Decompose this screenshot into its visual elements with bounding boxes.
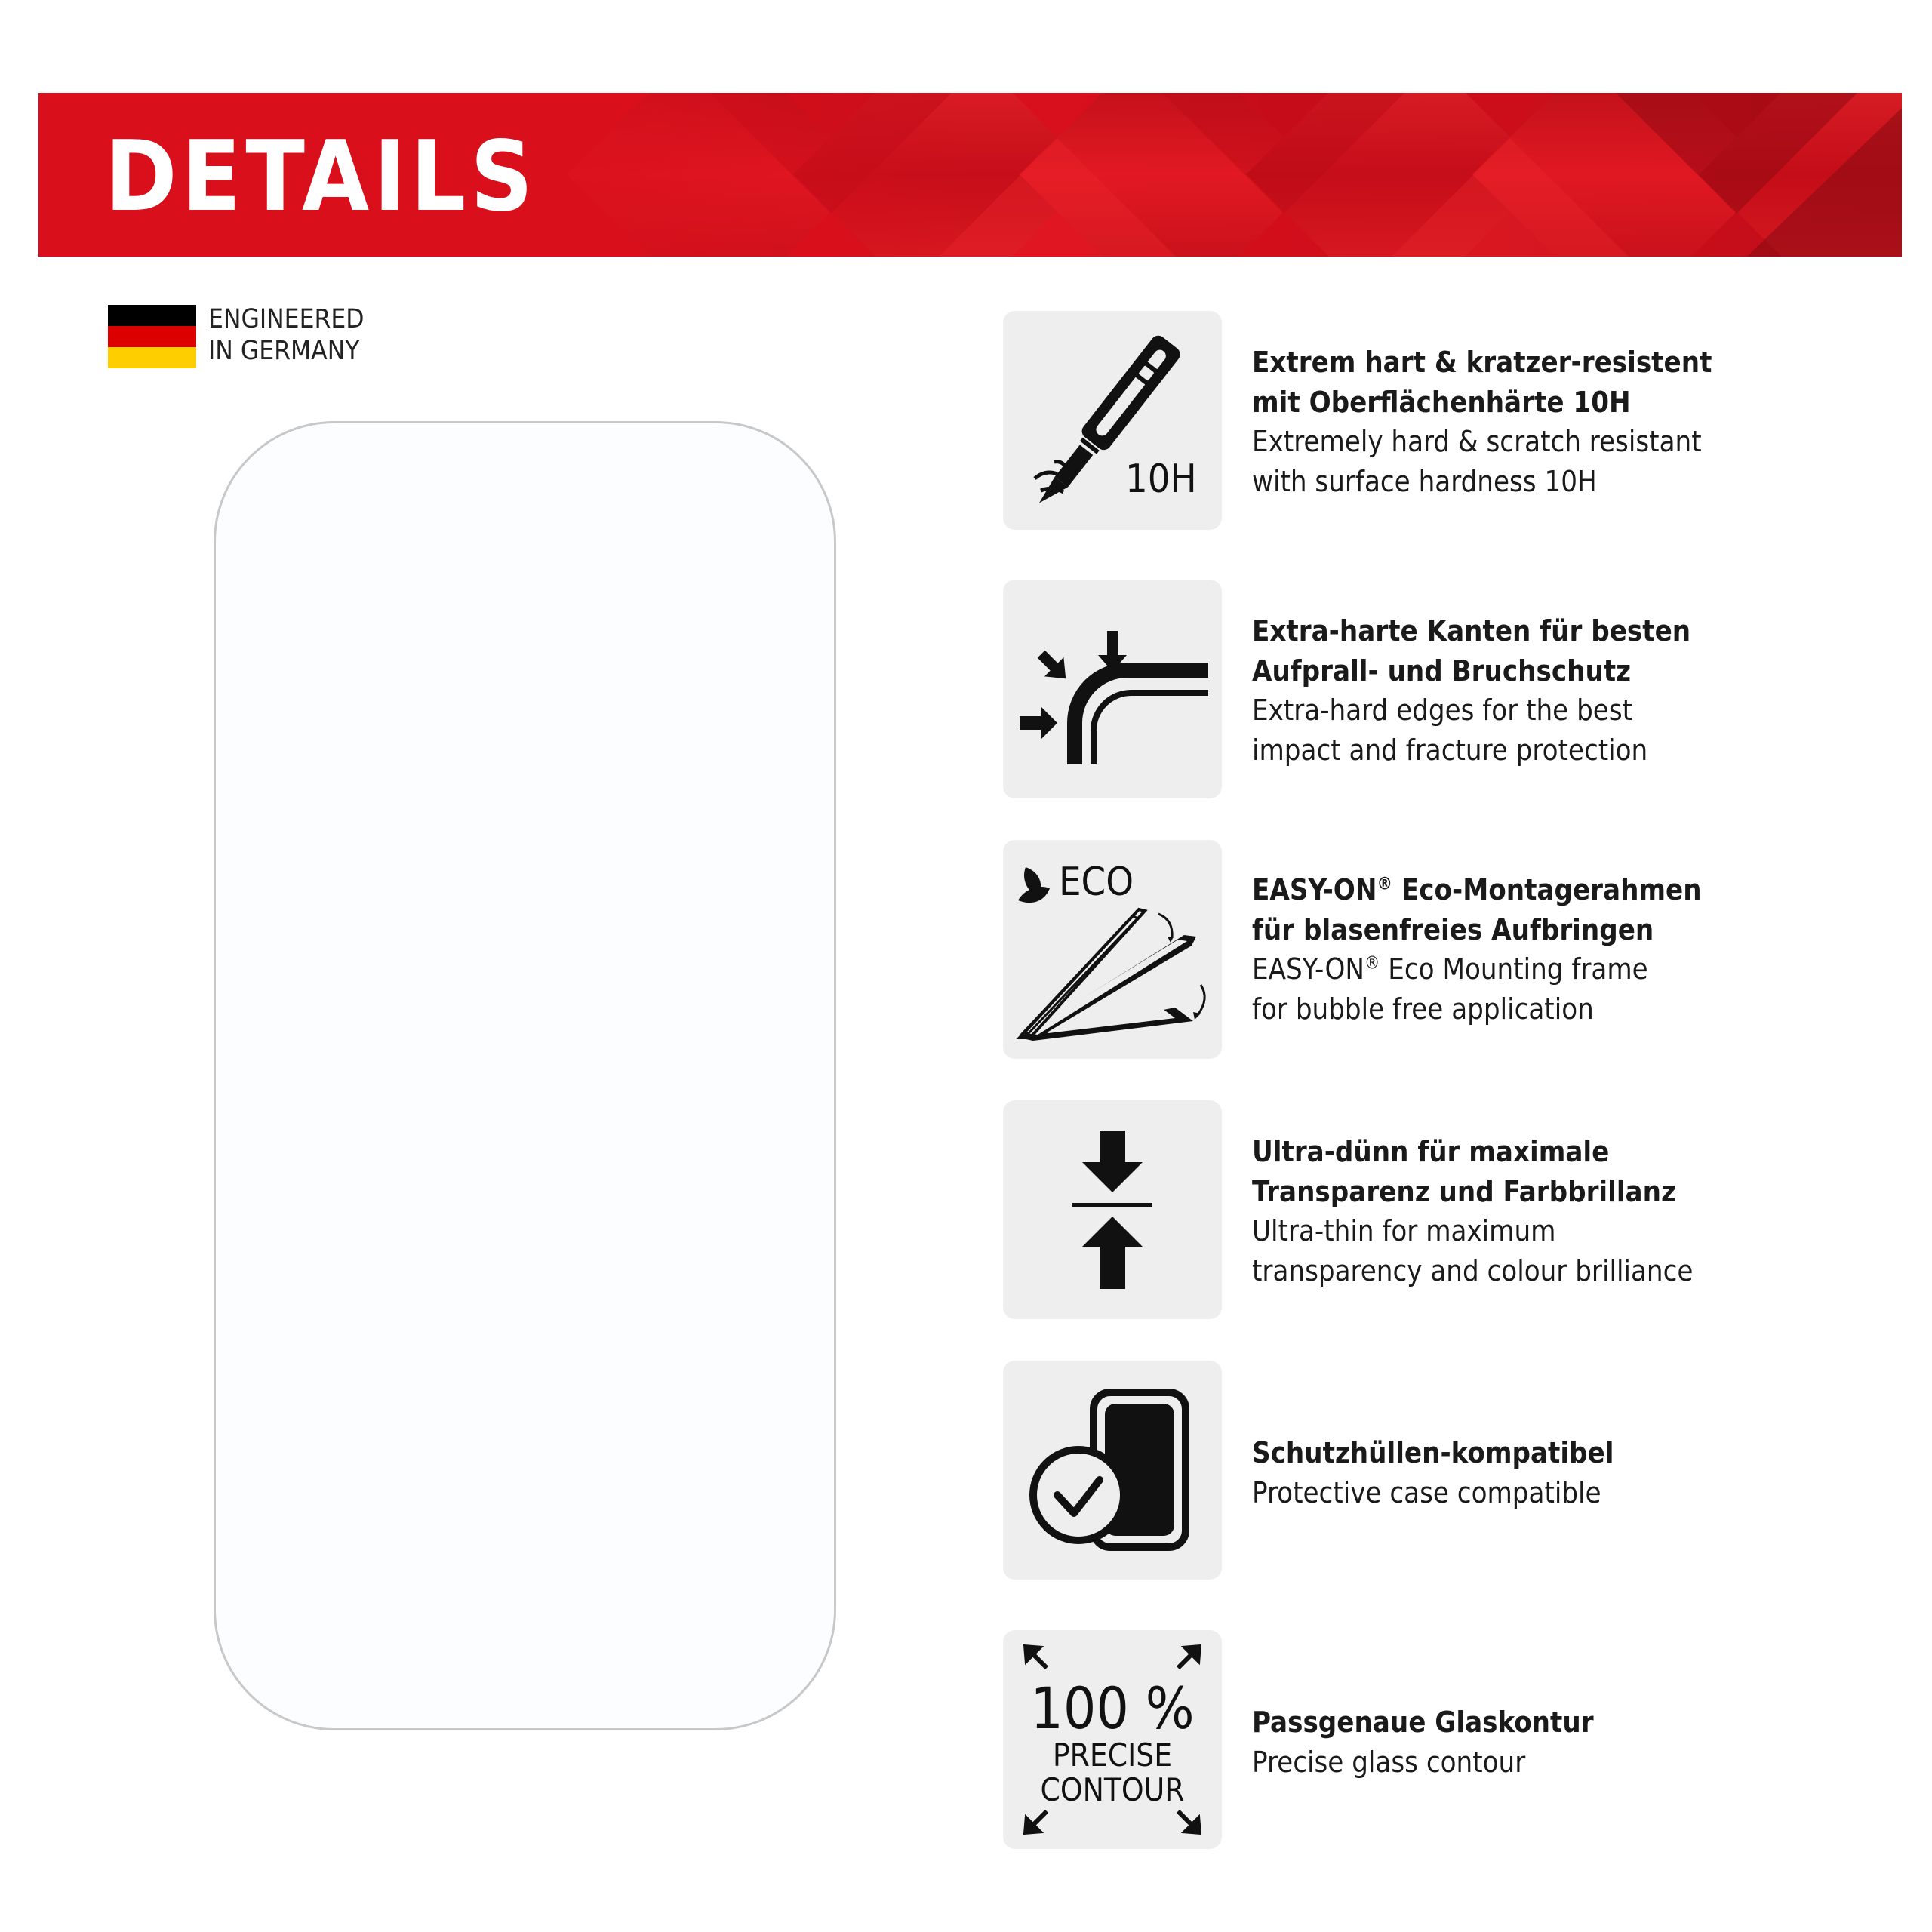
- precise-contour-icon: [1003, 1630, 1222, 1849]
- german-flag-icon: [108, 305, 196, 368]
- origin-label: [208, 303, 435, 367]
- ultra-thin-icon-box: [1003, 1100, 1222, 1319]
- eco-mounting-rest-en: Eco Mounting frame: [1380, 952, 1648, 986]
- hardness-label: 10H: [1125, 457, 1197, 502]
- registered-mark-en: ®: [1364, 953, 1380, 974]
- eco-mounting-rest-de: Eco-Montagerahmen: [1392, 873, 1702, 906]
- feature-precise-contour-title-en: Precise glass contour: [1252, 1745, 1526, 1779]
- leaf-icon: [1018, 867, 1050, 903]
- screen-protector-glass-outline: [214, 421, 836, 1730]
- case-compatible-icon: [1003, 1361, 1222, 1580]
- feature-ultra-thin: [1003, 1100, 1909, 1319]
- feature-case-compatible: [1003, 1361, 1909, 1580]
- eco-mounting-line2-en: for bubble free application: [1252, 992, 1594, 1026]
- eco-mounting-line2-de: für blasenfreies Aufbringen: [1252, 912, 1654, 946]
- feature-ultra-thin-text: [1252, 1132, 1931, 1291]
- flag-stripe-black: [108, 305, 196, 326]
- feature-hard-edges: [1003, 580, 1909, 798]
- eco-label: ECO: [1059, 860, 1134, 905]
- case-compatible-icon-box: [1003, 1361, 1222, 1580]
- feature-hardness-text: [1252, 343, 1931, 501]
- registered-mark-de: ®: [1377, 874, 1392, 894]
- eco-mounting-frame-icon-box: [1003, 840, 1222, 1059]
- eco-mounting-frame-icon: [1003, 840, 1222, 1059]
- feature-eco-mounting: [1003, 840, 1909, 1059]
- ultra-thin-icon: [1003, 1100, 1222, 1319]
- flag-stripe-gold: [108, 347, 196, 368]
- feature-hardness: [1003, 311, 1909, 530]
- hard-edges-icon: [1003, 580, 1222, 798]
- feature-eco-mounting-text: [1252, 870, 1931, 1029]
- origin-line-2: IN GERMANY: [208, 336, 360, 366]
- cutter-knife-icon: [1003, 311, 1222, 530]
- feature-case-compatible-title-en: Protective case compatible: [1252, 1475, 1601, 1509]
- easy-on-brand-de: EASY-ON: [1252, 873, 1377, 906]
- feature-ultra-thin-title-de: Ultra-dünn für maximale Transparenz und Farbbrillanz: [1252, 1135, 1676, 1208]
- cutter-knife-icon-box: [1003, 311, 1222, 530]
- precise-contour-icon-box: [1003, 1630, 1222, 1849]
- precise-percent-label: 100 %: [1030, 1675, 1195, 1742]
- precise-label: PRECISE: [1052, 1737, 1173, 1774]
- page-title: DETAILS: [105, 121, 538, 233]
- feature-eco-mounting-title-de: [1252, 870, 1931, 949]
- easy-on-brand-en: EASY-ON: [1252, 952, 1364, 986]
- feature-hardness-title-en: Extremely hard & scratch resistant with surface hardness 10H: [1252, 425, 1702, 498]
- feature-hard-edges-title-en: Extra-hard edges for the best impact and fracture protection: [1252, 694, 1648, 767]
- feature-case-compatible-text: [1252, 1433, 1931, 1512]
- contour-label: CONTOUR: [1040, 1771, 1185, 1808]
- feature-eco-mounting-title-en: [1252, 949, 1931, 1029]
- feature-hard-edges-text: [1252, 611, 1931, 770]
- feature-case-compatible-title-de: Schutzhüllen-kompatibel: [1252, 1436, 1614, 1469]
- feature-ultra-thin-title-en: Ultra-thin for maximum transparency and colour brilliance: [1252, 1214, 1694, 1287]
- feature-precise-contour-text: [1252, 1703, 1931, 1782]
- hard-edges-icon-box: [1003, 580, 1222, 798]
- feature-hard-edges-title-de: Extra-harte Kanten für besten Aufprall- und Bruchschutz: [1252, 614, 1691, 688]
- details-banner: [38, 93, 1902, 257]
- origin-line-1: ENGINEERED: [208, 304, 365, 334]
- feature-precise-contour-title-de: Passgenaue Glaskontur: [1252, 1706, 1594, 1739]
- feature-hardness-title-de: Extrem hart & kratzer-resistent mit Oberflächenhärte 10H: [1252, 346, 1712, 419]
- flag-stripe-red: [108, 326, 196, 347]
- feature-precise-contour: [1003, 1630, 1909, 1849]
